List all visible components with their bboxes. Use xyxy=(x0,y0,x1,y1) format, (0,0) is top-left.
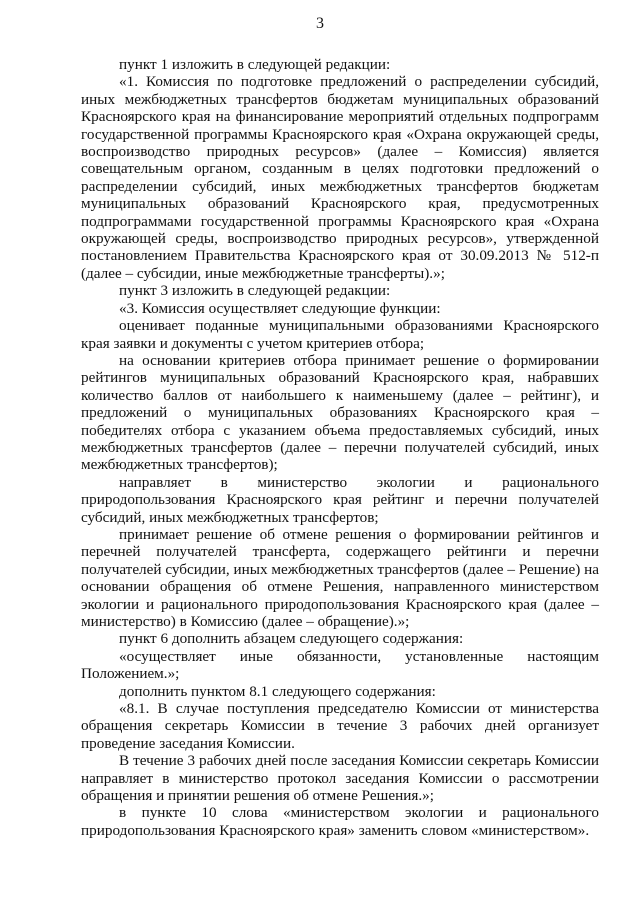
paragraph: пункт 1 изложить в следующей редакции: xyxy=(119,56,391,73)
paragraph: направляет в министерство экологии и рационального природопользования Красноярского края рейтинг и перечни получателей субсидий, иных межбюджетных трансфертов; xyxy=(81,473,599,526)
paragraph: на основании критериев отбора принимает решение о формировании рейтингов муниципальных образований Красноярского края, набравших количество баллов от наибольшего к наименьшему (далее – рейтинг), и предложений о муниципальных образованиях Красноярского края – победителях отбора с указанием объема предоставляемых субсидий, иных межбюджетных трансфертов (далее – перечни получателей субсидий, иных межбюджетных трансфертов); xyxy=(81,351,599,474)
paragraph: «осуществляет иные обязанности, установленные настоящим Положением.»; xyxy=(81,647,599,683)
paragraph: пункт 6 дополнить абзацем следующего содержания: xyxy=(119,630,464,648)
page-number: 3 xyxy=(316,15,324,32)
paragraph: принимает решение об отмене решения о формировании рейтингов и перечней получателей трансферта, содержащего рейтинги и перечни получателей субсидии, иных межбюджетных трансфертов (далее – Решение) на основании обращения об отмене Решения, направленного министерством экологии и рационального природопользования Красноярского края (далее – министерство) в Комиссию (далее – обращение).»; xyxy=(81,525,599,630)
paragraph: дополнить пунктом 8.1 следующего содержания: xyxy=(119,682,436,700)
paragraph: «8.1. В случае поступления председателю Комиссии от министерства обращения секретарь Комиссии в течение 3 рабочих дней организует проведение заседания Комиссии. xyxy=(81,700,599,752)
paragraph: в пункте 10 слова «министерством экологии и рационального природопользования Красноярского края» заменить словом «министерством». xyxy=(81,804,599,839)
paragraph: «3. Комиссия осуществляет следующие функции: xyxy=(119,299,441,317)
document-body xyxy=(81,56,599,839)
paragraph: В течение 3 рабочих дней после заседания Комиссии секретарь Комиссии направляет в министерство протокол заседания Комиссии о рассмотрении обращения и принятии решения об отмене Решения.»; xyxy=(81,752,599,805)
paragraph: пункт 3 изложить в следующей редакции: xyxy=(119,282,391,300)
paragraph: оценивает поданные муниципальными образованиями Красноярского края заявки и документы с учетом критериев отбора; xyxy=(81,317,599,352)
paragraph: «1. Комиссия по подготовке предложений о распределении субсидий, иных межбюджетных трансфертов бюджетам муниципальных образований Красноярского края на финансирование мероприятий отдельных подпрограмм государственной программы Красноярского края «Охрана окружающей среды, воспроизводство природных ресурсов» (далее – Комиссия) является совещательным органом, созданным в целях подготовки предложений о распределении субсидий, иных межбюджетных трансфертов бюджетам муниципальных образований Красноярского края, предусмотренных подпрограммами государственной программы Красноярского края «Охрана окружающей среды, воспроизводство природных ресурсов», утвержденной постановлением Правительства Красноярского края от 30.09.2013 № 512-п (далее – субсидии, иные межбюджетные трансферты).»; xyxy=(81,73,599,282)
